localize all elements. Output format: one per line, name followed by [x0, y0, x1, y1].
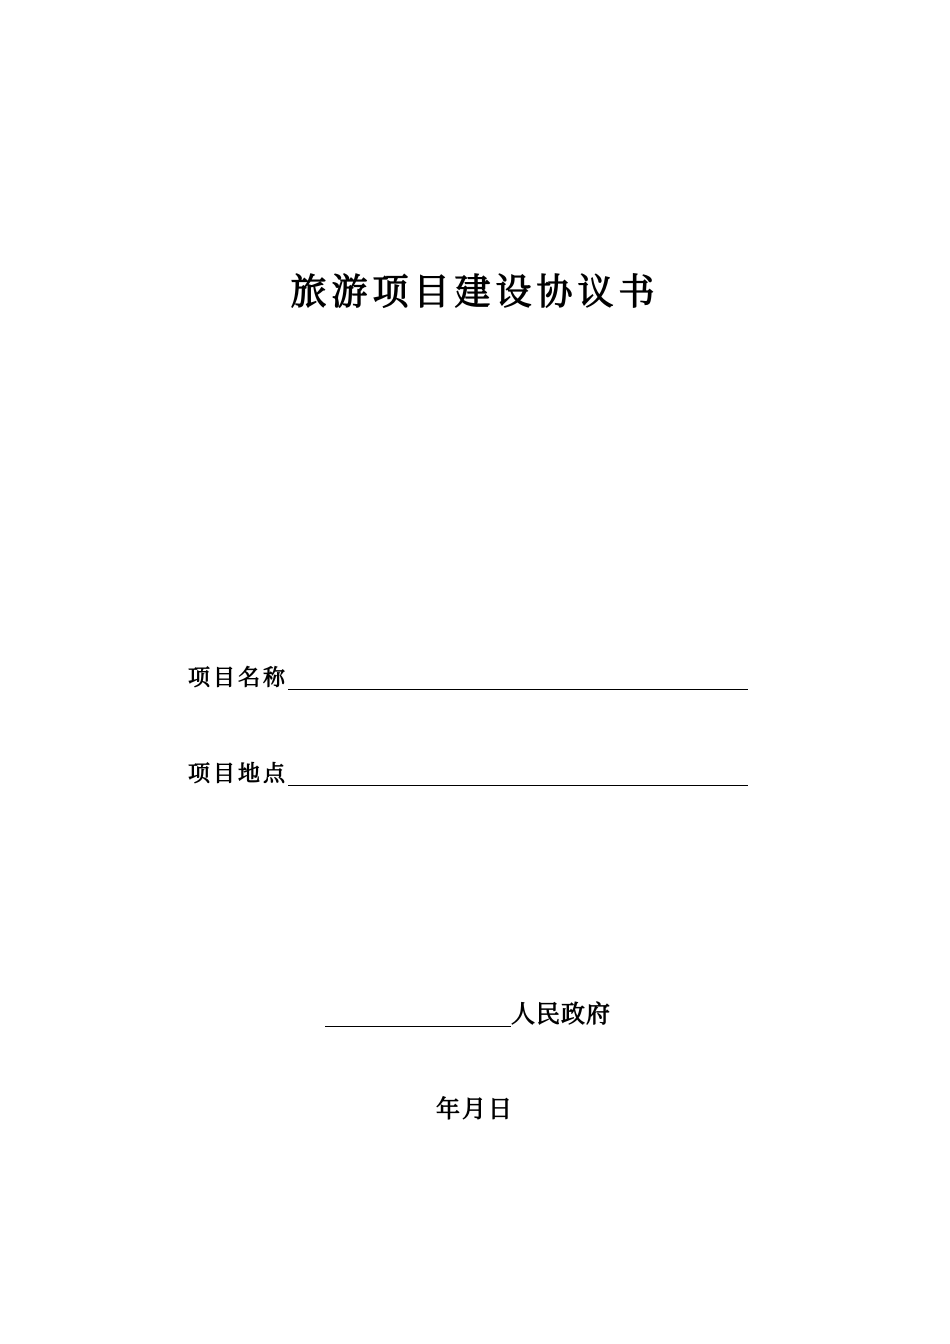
project-location-blank-line	[288, 785, 748, 786]
project-name-blank-line	[288, 689, 748, 690]
project-name-label: 项目名称	[188, 665, 289, 691]
government-blank-line	[325, 1026, 511, 1027]
government-suffix: 人民政府	[511, 999, 611, 1028]
project-name-field	[188, 664, 748, 692]
project-location-label: 项目地点	[188, 761, 289, 787]
document-title: 旅游项目建设协议书	[290, 271, 660, 313]
government-signature	[325, 998, 611, 1030]
project-location-field	[188, 760, 748, 788]
date-line: 年月日	[436, 1094, 514, 1123]
